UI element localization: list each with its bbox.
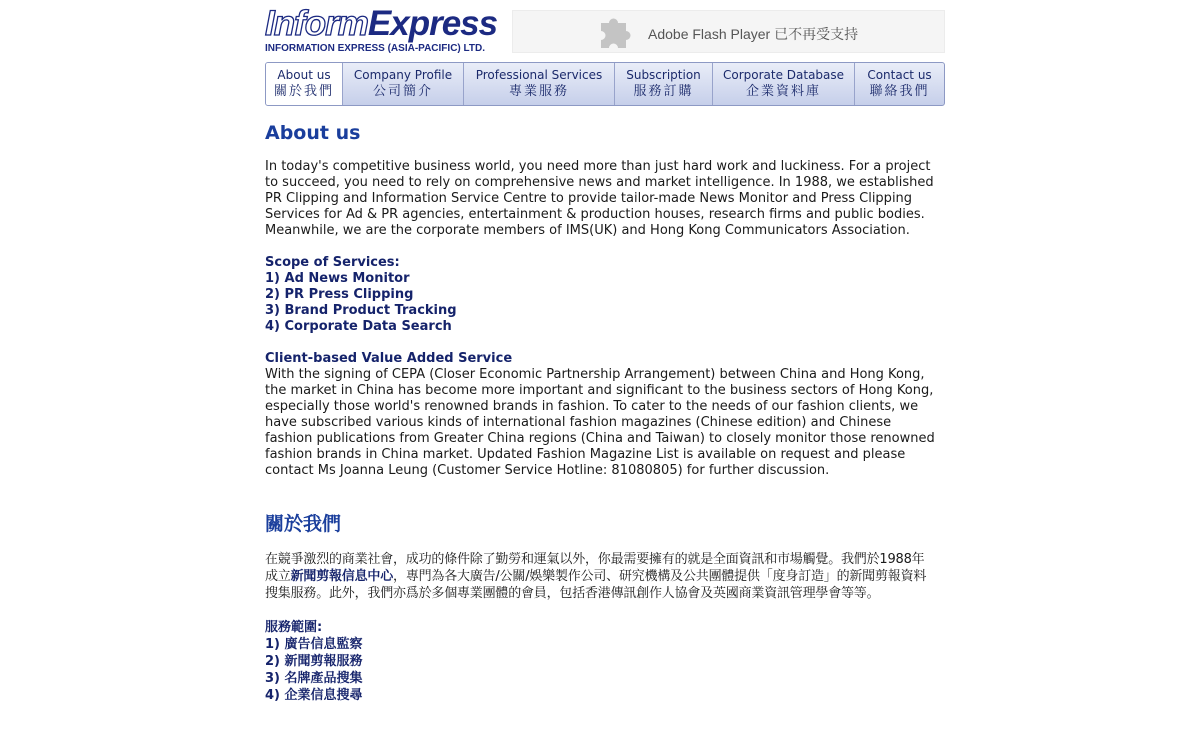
scope-item-zh: 1) 廣告信息監察 — [265, 637, 363, 652]
scope-item-en: 4) Corporate Data Search — [265, 319, 452, 334]
nav-corporate-database[interactable] — [713, 63, 855, 105]
nav-company-profile[interactable] — [343, 63, 464, 105]
flash-plugin-placeholder — [512, 10, 945, 53]
scope-title-en: Scope of Services: — [265, 255, 400, 270]
main-navigation — [265, 62, 945, 106]
logo-wordmark: InformExpress — [265, 4, 498, 43]
informexpress-logo[interactable] — [265, 6, 505, 56]
scope-item-en: 1) Ad News Monitor — [265, 271, 410, 286]
page-title-zh: 關於我們 — [265, 513, 342, 535]
nav-label-zh: 聯絡我們 — [869, 84, 930, 99]
nav-professional-services[interactable] — [464, 63, 615, 105]
nav-subscription[interactable] — [615, 63, 713, 105]
scope-item-zh: 3) 名牌產品搜集 — [265, 671, 363, 686]
nav-label-en: Subscription — [626, 68, 701, 82]
nav-label-en: Company Profile — [353, 68, 453, 82]
nav-label-en: Contact us — [867, 68, 932, 82]
nav-label-zh: 關於我們 — [273, 84, 334, 99]
nav-label-zh: 公司簡介 — [372, 84, 433, 99]
nav-label-zh: 服務訂購 — [633, 84, 694, 99]
nav-contact-us[interactable] — [855, 63, 944, 105]
flash-unsupported-message: Adobe Flash Player 已不再受支持 — [648, 26, 859, 42]
nav-label-zh: 專業服務 — [508, 84, 569, 99]
puzzle-piece-icon — [593, 14, 637, 50]
nav-label-en: About us — [277, 68, 331, 82]
logo-company-name: INFORMATION EXPRESS (ASIA-PACIFIC) LTD. — [265, 43, 485, 54]
scope-item-zh: 4) 企業信息搜尋 — [265, 688, 363, 703]
page-title-en: About us — [265, 122, 361, 144]
nav-label-en: Corporate Database — [722, 68, 845, 82]
value-added-title-en: Client-based Value Added Service — [265, 351, 513, 366]
intro-paragraph-zh: 在競爭激烈的商業社會，成功的條件除了勤勞和運氣以外，你最需要擁有的就是全面資訊和市場觸覺。我們於1988年成立新聞剪報信息中心，專門為各大廣告/公關/娛樂製作公司、研究機構及公共團體提供「度身訂造」的新聞剪報資料搜集服務。此外，我們亦爲於多個專業團體的會員，包括香港傳訊創作人協會及英國商業資訊管理學會等等。 — [265, 552, 927, 601]
scope-item-en: 3) Brand Product Tracking — [265, 303, 457, 318]
nav-label-en: Professional Services — [475, 68, 603, 82]
nav-about-us[interactable] — [266, 63, 343, 105]
intro-paragraph-en: In today's competitive business world, you need more than just hard work and luckiness. For a project to succeed, you need to rely on comprehensive news and market intelligence. In 1988, we established PR Clipping and Information Service Centre to provide tailor-made News Monitor and Press Clipping Services for Ad & PR agencies, entertainment & production houses, research firms and public bodies. Meanwhile, we are the corporate members of IMS(UK) and Hong Kong Communicators Association. — [265, 159, 934, 238]
scope-item-zh: 2) 新聞剪報服務 — [265, 654, 363, 669]
main-content — [265, 121, 935, 704]
scope-item-en: 2) PR Press Clipping — [265, 287, 414, 302]
scope-title-zh: 服務範圍: — [265, 620, 323, 635]
value-added-paragraph-en: With the signing of CEPA (Closer Economic Partnership Arrangement) between China and Hong Kong, the market in China has become more important and significant to the business sectors of Hong Kong, especially those world's renowned brands in fashion. To cater to the needs of our fashion clients, we have subscribed various kinds of international fashion magazines (Chinese edition) and Chinese fashion publications from Greater China regions (China and Taiwan) to closely monitor those renowned fashion brands in China market. Updated Fashion Magazine List is available on request and please contact Ms Joanna Leung (Customer Service Hotline: 81080805) for further discussion. — [265, 367, 935, 478]
nav-label-zh: 企業資料庫 — [745, 84, 821, 99]
news-clipping-centre-name: 新聞剪報信息中心 — [290, 569, 394, 584]
